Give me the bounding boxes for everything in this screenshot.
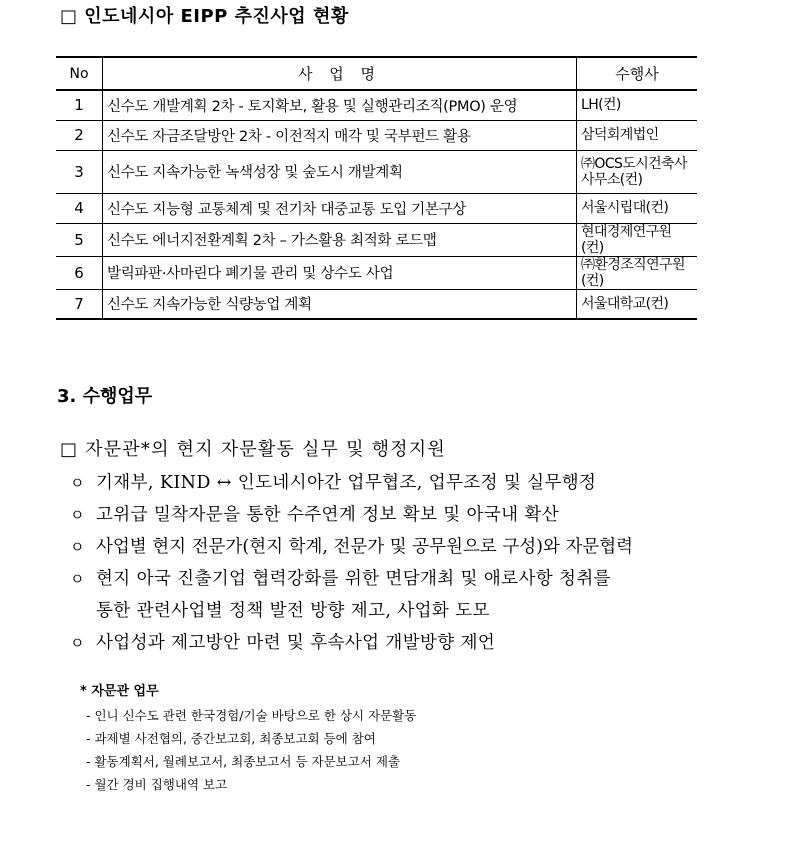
row-contractor: 현대경제연구원(컨) <box>577 223 698 256</box>
note-title: * 자문관 업무 <box>80 684 159 699</box>
row-contractor: ㈜OCS도시건축사사무소(컨) <box>577 150 698 193</box>
task-bullet <box>70 533 633 558</box>
row-contractor: 삼덕회계법인 <box>577 120 698 150</box>
note-item: - 과제별 사전협의, 중간보고회, 최종보고회 등에 참여 <box>86 731 376 746</box>
note-item: - 월간 경비 집행내역 보고 <box>86 777 228 792</box>
table-header-row <box>56 57 697 90</box>
row-project-name: 신수도 개발계획 2차 - 토지확보, 활용 및 실행관리조직(PMO) 운영 <box>103 90 577 120</box>
task-bullet <box>70 629 495 654</box>
row-contractor: 서울시립대(컨) <box>577 193 698 223</box>
header-contractor: 수행사 <box>577 57 698 90</box>
bullet-text: 기재부, KIND ↔ 인도네시아간 업무협조, 업무조정 및 실무행정 <box>96 473 597 493</box>
task-bullet-continuation: 통한 관련사업별 정책 발전 방향 제고, 사업화 도모 <box>96 601 490 621</box>
bullet-text: 현지 아국 진출기업 협력강화를 위한 면담개최 및 애로사항 청취를 <box>96 569 611 589</box>
row-contractor: ㈜환경조직연구원(컨) <box>577 256 698 289</box>
bullet-text: 사업별 현지 전문가(현지 학계, 전문가 및 공무원으로 구성)와 자문협력 <box>96 537 634 557</box>
row-project-name: 신수도 지속가능한 녹색성장 및 숲도시 개발계획 <box>103 150 577 193</box>
row-no: 6 <box>56 256 103 289</box>
table-row <box>56 150 697 193</box>
header-no: No <box>56 57 103 90</box>
table-row <box>56 193 697 223</box>
bullet-mark: ㅇ <box>70 570 85 588</box>
row-no: 4 <box>56 193 103 223</box>
table-row <box>56 223 697 256</box>
task-subheading: □ 자문관*의 현지 자문활동 실무 및 행정지원 <box>60 439 446 460</box>
bullet-mark: ㅇ <box>70 474 85 492</box>
row-project-name: 신수도 에너지전환계획 2차 – 가스활용 최적화 로드맵 <box>103 223 577 256</box>
row-project-name: 신수도 지속가능한 식량농업 계획 <box>103 289 577 319</box>
note-item: - 인니 신수도 관련 한국경험/기술 바탕으로 한 상시 자문활동 <box>86 708 417 723</box>
note-item: - 활동계획서, 월례보고서, 최종보고서 등 자문보고서 제출 <box>86 754 401 769</box>
row-project-name: 신수도 자금조달방안 2차 - 이전적지 매각 및 국부펀드 활용 <box>103 120 577 150</box>
table-row <box>56 90 697 120</box>
table-row <box>56 256 697 289</box>
row-no: 7 <box>56 289 103 319</box>
project-table <box>56 56 697 320</box>
section-title-eipp: □ 인도네시아 EIPP 추진사업 현황 <box>60 6 349 27</box>
row-no: 3 <box>56 150 103 193</box>
row-contractor: LH(컨) <box>577 90 698 120</box>
bullet-mark: ㅇ <box>70 538 85 556</box>
task-bullet <box>70 501 559 526</box>
row-contractor: 서울대학교(컨) <box>577 289 698 319</box>
row-project-name: 신수도 지능형 교통체계 및 전기차 대중교통 도입 기본구상 <box>103 193 577 223</box>
header-project-name: 사 업 명 <box>103 57 577 90</box>
table-row <box>56 289 697 319</box>
bullet-mark: ㅇ <box>70 634 85 652</box>
row-project-name: 발릭파판·사마린다 폐기물 관리 및 상수도 사업 <box>103 256 577 289</box>
section-title-tasks: 3. 수행업무 <box>57 386 153 407</box>
row-no: 2 <box>56 120 103 150</box>
task-bullet <box>70 565 611 590</box>
row-no: 1 <box>56 90 103 120</box>
bullet-mark: ㅇ <box>70 506 85 524</box>
task-bullet <box>70 469 596 494</box>
bullet-text: 사업성과 제고방안 마련 및 후속사업 개발방향 제언 <box>96 633 496 653</box>
bullet-text: 고위급 밀착자문을 통한 수주연계 정보 확보 및 아국내 확산 <box>96 505 560 525</box>
table-row <box>56 120 697 150</box>
row-no: 5 <box>56 223 103 256</box>
